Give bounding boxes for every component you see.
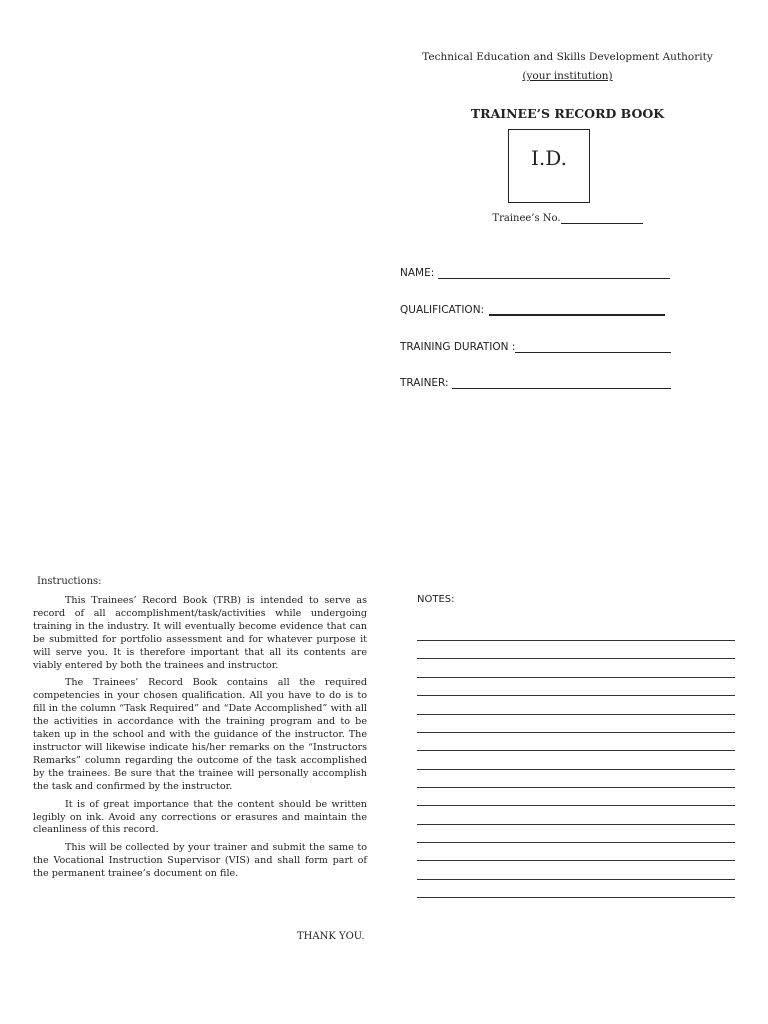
thank-you-text: THANK YOU. [297, 931, 365, 942]
note-line [417, 750, 735, 751]
id-photo-box [508, 129, 590, 203]
note-line [417, 860, 735, 861]
instructions-paragraph: This will be collected by your trainer and submit the same to the Vocational Instruction Supervisor (VIS) and shall form part of the permanent trainee’s document on file. [33, 842, 367, 880]
qualification-blank-line [489, 304, 665, 316]
note-line [417, 897, 735, 898]
trainee-number-line [561, 213, 643, 224]
note-line [417, 824, 735, 825]
note-line [417, 695, 735, 696]
name-label: NAME: [400, 267, 435, 279]
name-field [400, 267, 670, 279]
note-line [417, 805, 735, 806]
note-line [417, 658, 735, 659]
notes-heading: NOTES: [417, 594, 455, 605]
training-duration-label: TRAINING DURATION : [400, 341, 516, 353]
instructions-paragraph: This Trainees’ Record Book (TRB) is intended to serve as record of all accomplishment/task/activities while undergoing training in the industry. It will eventually become evidence that can be submitted for portfolio assessment and for whatever purpose it will serve you. It is therefore important that all its contents are viably entered by both the trainees and instructor. [33, 595, 367, 671]
trainee-number-label: Trainee’s No. [492, 213, 561, 224]
trainer-label: TRAINER: [400, 377, 449, 389]
qualification-field [400, 304, 665, 316]
institution-name [400, 70, 735, 82]
qualification-label: QUALIFICATION: [400, 304, 485, 316]
trainer-field [400, 377, 671, 389]
note-line [417, 787, 735, 788]
training-duration-field [400, 341, 671, 353]
id-label: I.D. [531, 146, 567, 170]
note-line [417, 677, 735, 678]
record-book-title: TRAINEE’S RECORD BOOK [470, 106, 665, 121]
note-line [417, 732, 735, 733]
note-line [417, 640, 735, 641]
instructions-body [33, 595, 367, 886]
note-line [417, 842, 735, 843]
note-line [417, 879, 735, 880]
instructions-paragraph: It is of great importance that the content should be written legibly on ink. Avoid any corrections or erasures and maintain the cleanliness of this record. [33, 798, 367, 836]
instructions-heading: Instructions: [37, 576, 102, 587]
instructions-paragraph: The Trainees’ Record Book contains all the required competencies in your chosen qualification. All you have to do is to fill in the column “Task Required” and “Date Accomplished” with all the activities in accordance with the training program and to be taken up in the school and with the guidance of the instructor. The instructor will likewise indicate his/her remarks on the “Instructors Remarks” column regarding the outcome of the task accomplished by the trainees. Be sure that the trainee will personally accomplish the task and confirmed by the instructor. [33, 677, 367, 792]
trainer-blank-line [452, 378, 671, 389]
institution-text: (your institution) [522, 70, 613, 82]
note-line [417, 714, 735, 715]
authority-heading: Technical Education and Skills Development Authority [422, 51, 713, 63]
trainee-number-field [400, 213, 735, 224]
note-line [417, 769, 735, 770]
training-duration-blank-line [515, 342, 671, 353]
name-blank-line [438, 268, 670, 279]
